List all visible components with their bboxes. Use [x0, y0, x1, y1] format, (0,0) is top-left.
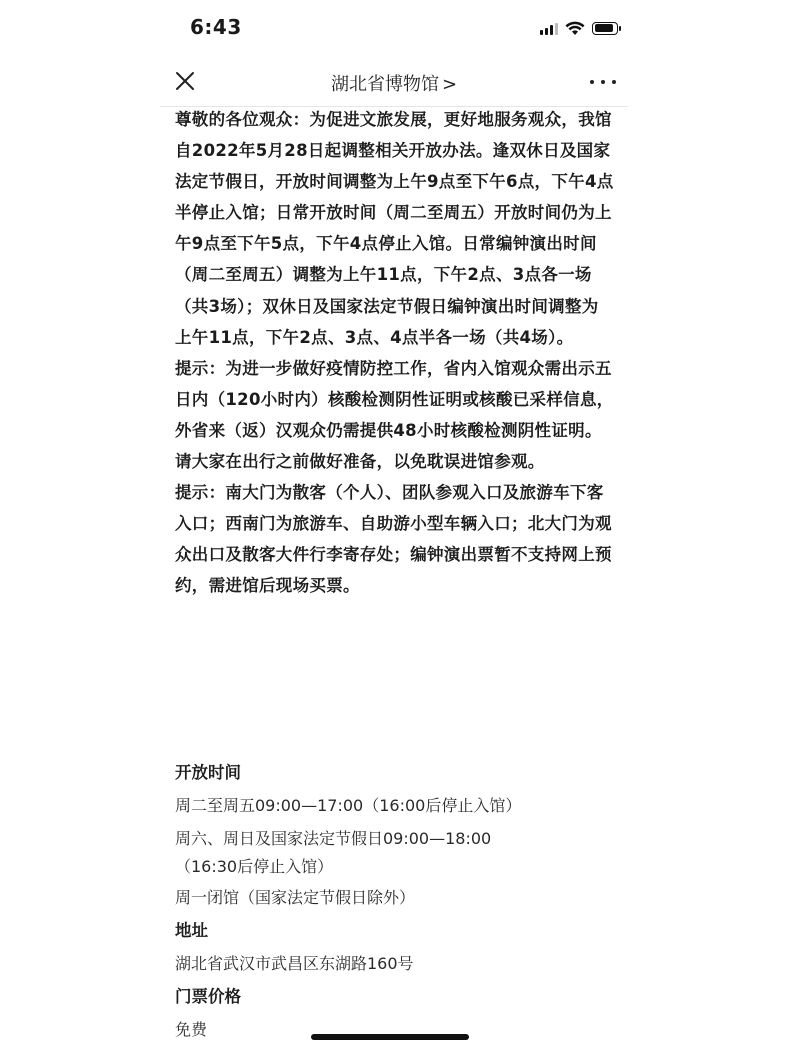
- price-heading: 门票价格: [175, 987, 241, 1006]
- battery-icon: [592, 22, 618, 35]
- museum-info: [175, 756, 615, 1046]
- hours-weekend-note: （16:30后停止入馆）: [175, 857, 334, 876]
- address-value: 湖北省武汉市武昌区东湖路160号: [175, 954, 414, 973]
- hours-monday: 周一闭馆（国家法定节假日除外）: [175, 888, 416, 907]
- status-bar: [160, 0, 628, 56]
- phone-screen: [160, 0, 628, 1051]
- hours-weekend-line: 周六、周日及国家法定节假日09:00—18:00: [175, 829, 492, 848]
- cellular-signal-icon: [540, 21, 558, 35]
- notice-text: [175, 104, 615, 602]
- notice-paragraph: 提示：为进一步做好疫情防控工作，省内入馆观众需出示五日内（120小时内）核酸检测阴性证明或核酸已采样信息，外省来（返）汉观众仍需提供48小时核酸检测阴性证明。请大家在出行之前做好准备，以免耽误进馆参观。: [175, 358, 614, 472]
- page-title-text: 湖北省博物馆: [330, 74, 439, 95]
- price-value: 免费: [175, 1020, 208, 1039]
- wifi-icon: [565, 21, 585, 36]
- address-heading: 地址: [175, 921, 208, 940]
- notice-paragraph: 提示：南大门为散客（个人）、团队参观入口及旅游车下客入口；西南门为旅游车、自助游小型车辆入口；北大门为观众出口及散客大件行李寄存处；编钟演出票暂不支持网上预约，需进馆后现场买票。: [175, 483, 612, 596]
- navigation-bar: [160, 58, 628, 107]
- hours-weekday: 周二至周五09:00—17:00（16:00后停止入馆）: [175, 796, 522, 815]
- chevron-right-icon: >: [441, 74, 458, 95]
- hours-heading: 开放时间: [175, 763, 241, 782]
- status-time: 6:43: [190, 15, 242, 39]
- more-icon[interactable]: [590, 72, 616, 92]
- page-title[interactable]: [160, 70, 628, 96]
- hours-weekend: [175, 822, 615, 881]
- notice-content: [175, 104, 615, 602]
- notice-paragraph: 尊敬的各位观众：为促进文旅发展，更好地服务观众，我馆自2022年5月28日起调整相关开放办法。逢双休日及国家法定节假日，开放时间调整为上午9点至下午6点，下午4点半停止入馆；日常开放时间（周二至周五）开放时间仍为上午9点至下午5点，下午4点停止入馆。日常编钟演出时间（周二至周五）调整为上午11点，下午2点、3点各一场（共3场）；双休日及国家法定节假日编钟演出时间调整为上午11点，下午2点、3点、4点半各一场（共4场）。: [175, 110, 614, 347]
- home-indicator[interactable]: [311, 1034, 469, 1040]
- status-icons: [540, 20, 618, 36]
